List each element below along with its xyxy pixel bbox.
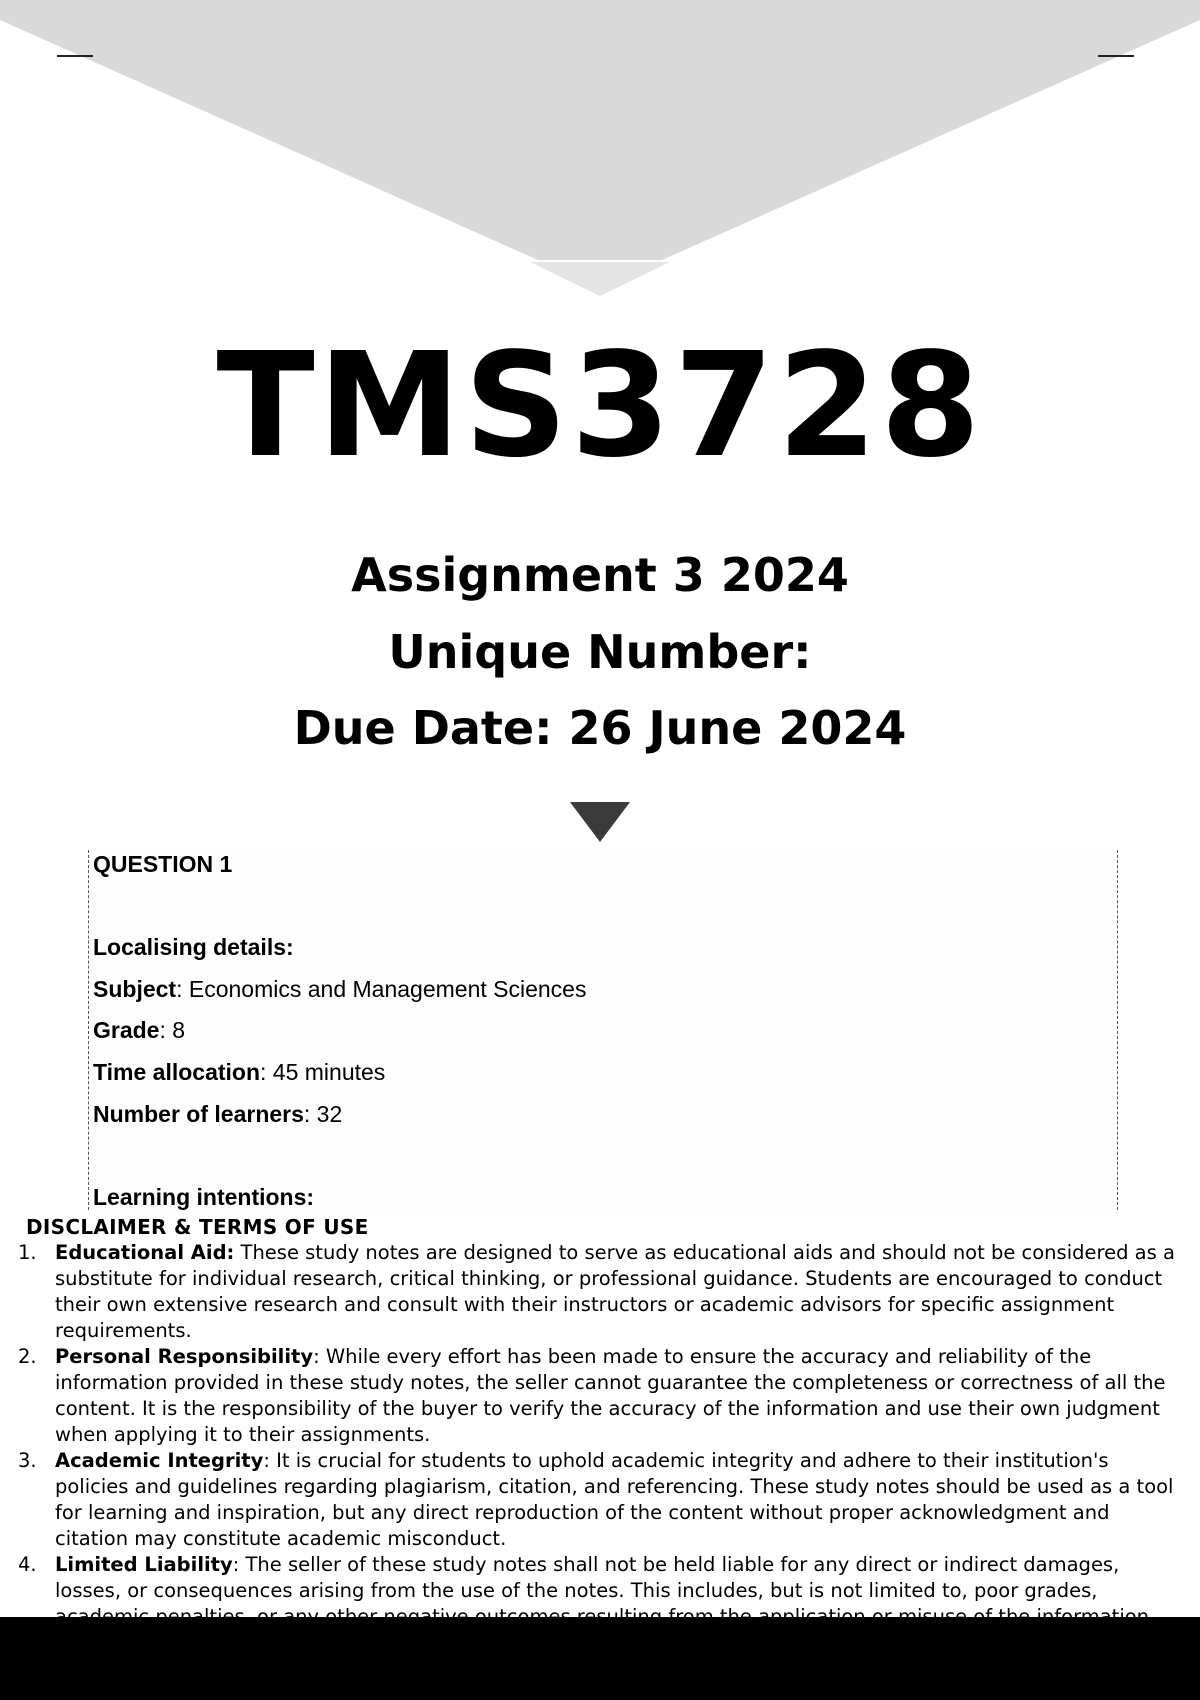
- assignment-title: Assignment 3 2024: [351, 548, 849, 602]
- question-heading: QUESTION 1: [93, 851, 233, 877]
- corner-line-left: [57, 55, 93, 57]
- question-box: [88, 850, 1118, 1210]
- due-date: Due Date: 26 June 2024: [293, 701, 907, 755]
- detail-time-allocation: Time allocation: 45 minutes: [93, 1059, 386, 1085]
- disclaimer-title: DISCLAIMER & TERMS OF USE: [26, 1215, 369, 1239]
- disclaimer-list: [18, 1240, 1188, 1630]
- detail-subject: Subject: Economics and Management Sciences: [93, 976, 587, 1002]
- learning-intentions-heading: Learning intentions:: [93, 1184, 315, 1210]
- corner-line-right: [1098, 55, 1134, 57]
- disclaimer-item: 4. Limited Liability: The seller of these study notes shall not be held liable for any direct or indirect damages, losses, or consequences arising from the use of the notes. This includes, but is not limited to, poor grades,: [18, 1553, 1120, 1602]
- disclaimer-item: 1. Educational Aid: These study notes are designed to serve as educational aids and should not be considered as a substitute for individual research, critical thinking, or professional guidance. Students are encouraged to conduct their own extensive research and consult with their instructors or academic advisors for specific assignment requirements.: [18, 1241, 1175, 1342]
- course-code-title: TMS3728: [216, 321, 984, 489]
- down-triangle-icon: [570, 802, 630, 844]
- bottom-black-bar: [0, 1617, 1200, 1700]
- disclaimer-item: 3. Academic Integrity: It is crucial for students to uphold academic integrity and adhere to their institution's policies and guidelines regarding plagiarism, citation, and referencing. These study notes should be used as a tool for learning and inspiration, but any direct reproduction of the content without proper acknowledgment and citation may constitute academic misconduct.: [18, 1449, 1174, 1550]
- detail-grade: Grade: 8: [93, 1017, 186, 1043]
- localising-heading: Localising details:: [93, 934, 294, 960]
- disclaimer-item: 2. Personal Responsibility: While every effort has been made to ensure the accuracy and reliability of the information provided in these study notes, the seller cannot guarantee the completeness or correctness of all the content. It is the responsibility of the buyer to verify the accuracy of the information and use their own judgment when applying it to their assignments.: [18, 1345, 1166, 1446]
- unique-number: Unique Number:: [388, 625, 812, 679]
- detail-number-of-learners: Number of learners: 32: [93, 1101, 343, 1127]
- chevron-banner: [0, 0, 1200, 300]
